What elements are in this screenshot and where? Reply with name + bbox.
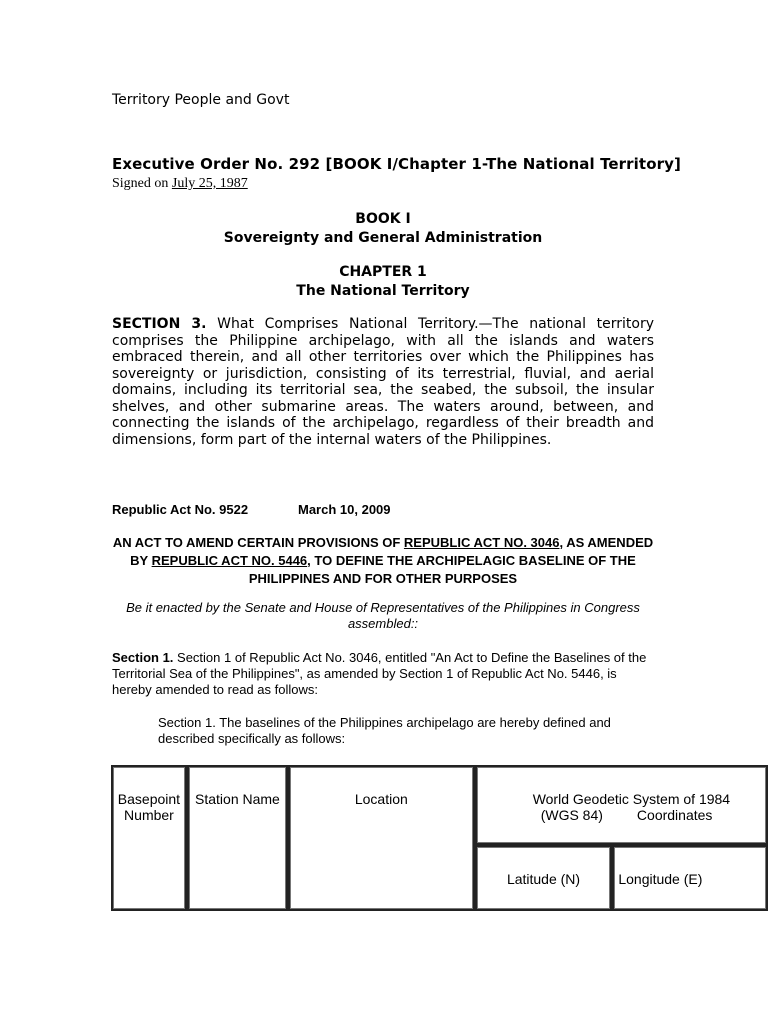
- executive-order-title: Executive Order No. 292 [BOOK I/Chapter 1-The National Territory]: [112, 155, 681, 173]
- chapter-label: CHAPTER 1: [339, 264, 427, 280]
- wgs84-abbrev: (WGS 84): [540, 807, 603, 823]
- signed-date-link[interactable]: July 25, 1987: [171, 176, 248, 191]
- header-basepoint-number: Basepoint Number: [111, 765, 187, 911]
- republic-act-number: Republic Act No. 9522: [112, 502, 249, 517]
- act-title-part3: , TO DEFINE THE ARCHIPELAGIC BASELINE OF THE PHILIPPINES AND FOR OTHER PURPOSES: [248, 553, 636, 586]
- wgs84-coordinates: Coordinates: [636, 807, 713, 823]
- section-1-paragraph: [112, 650, 657, 698]
- act-title-part1: AN ACT TO AMEND CERTAIN PROVISIONS OF: [112, 535, 404, 550]
- republic-act-date: March 10, 2009: [298, 502, 391, 517]
- header-location: Location: [288, 765, 475, 911]
- signed-line: [112, 176, 248, 192]
- header-longitude: Longitude (E): [612, 845, 768, 911]
- republic-act-5446-link[interactable]: REPUBLIC ACT NO. 5446: [151, 553, 308, 568]
- republic-act-3046-link[interactable]: REPUBLIC ACT NO. 3046: [403, 535, 560, 550]
- section-1-label: Section 1.: [112, 650, 174, 665]
- quoted-section-1: Section 1. The baselines of the Philippines archipelago are hereby defined and described specifically as follows:: [158, 715, 611, 746]
- chapter-heading: [112, 263, 654, 301]
- book-title: Sovereignty and General Administration: [223, 230, 543, 246]
- act-title: [112, 534, 654, 588]
- header-station-name: Station Name: [187, 765, 288, 911]
- header-wgs84: [475, 765, 768, 845]
- signed-prefix: Signed on: [112, 176, 172, 191]
- section-3-label: SECTION 3.: [112, 316, 207, 332]
- book-label: BOOK I: [355, 211, 411, 227]
- act-title-part2: , AS AMENDED BY: [130, 535, 654, 568]
- baselines-table: [111, 765, 768, 911]
- section-1-text: Section 1 of Republic Act No. 3046, entitled "An Act to Define the Baselines of the Territorial Sea of the Philippines", as amended by Section 1 of Republic Act No. 5446, is hereby amended to read as follows:: [112, 650, 647, 697]
- section-3-text: What Comprises National Territory.—The national territory comprises the Philippine archipelago, with all the islands and waters embraced therein, and all other territories over which the Philippines has sovereignty or jurisdiction, consisting of its terrestrial, fluvial, and aerial domains, including its territorial sea, the seabed, the subsoil, the insular shelves, and other submarine areas. The waters around, between, and connecting the islands of the archipelago, regardless of their breadth and dimensions, form part of the internal waters of the Philippines.: [112, 316, 655, 448]
- wgs84-title: World Geodetic System of 1984: [532, 791, 731, 807]
- chapter-title: The National Territory: [296, 283, 470, 299]
- header-latitude: Latitude (N): [475, 845, 613, 911]
- book-heading: [112, 210, 654, 248]
- section-3-paragraph: [112, 316, 654, 448]
- enacting-clause: Be it enacted by the Senate and House of Representatives of the Philippines in Congress assembled::: [126, 600, 640, 631]
- document-header-title: Territory People and Govt: [112, 92, 290, 108]
